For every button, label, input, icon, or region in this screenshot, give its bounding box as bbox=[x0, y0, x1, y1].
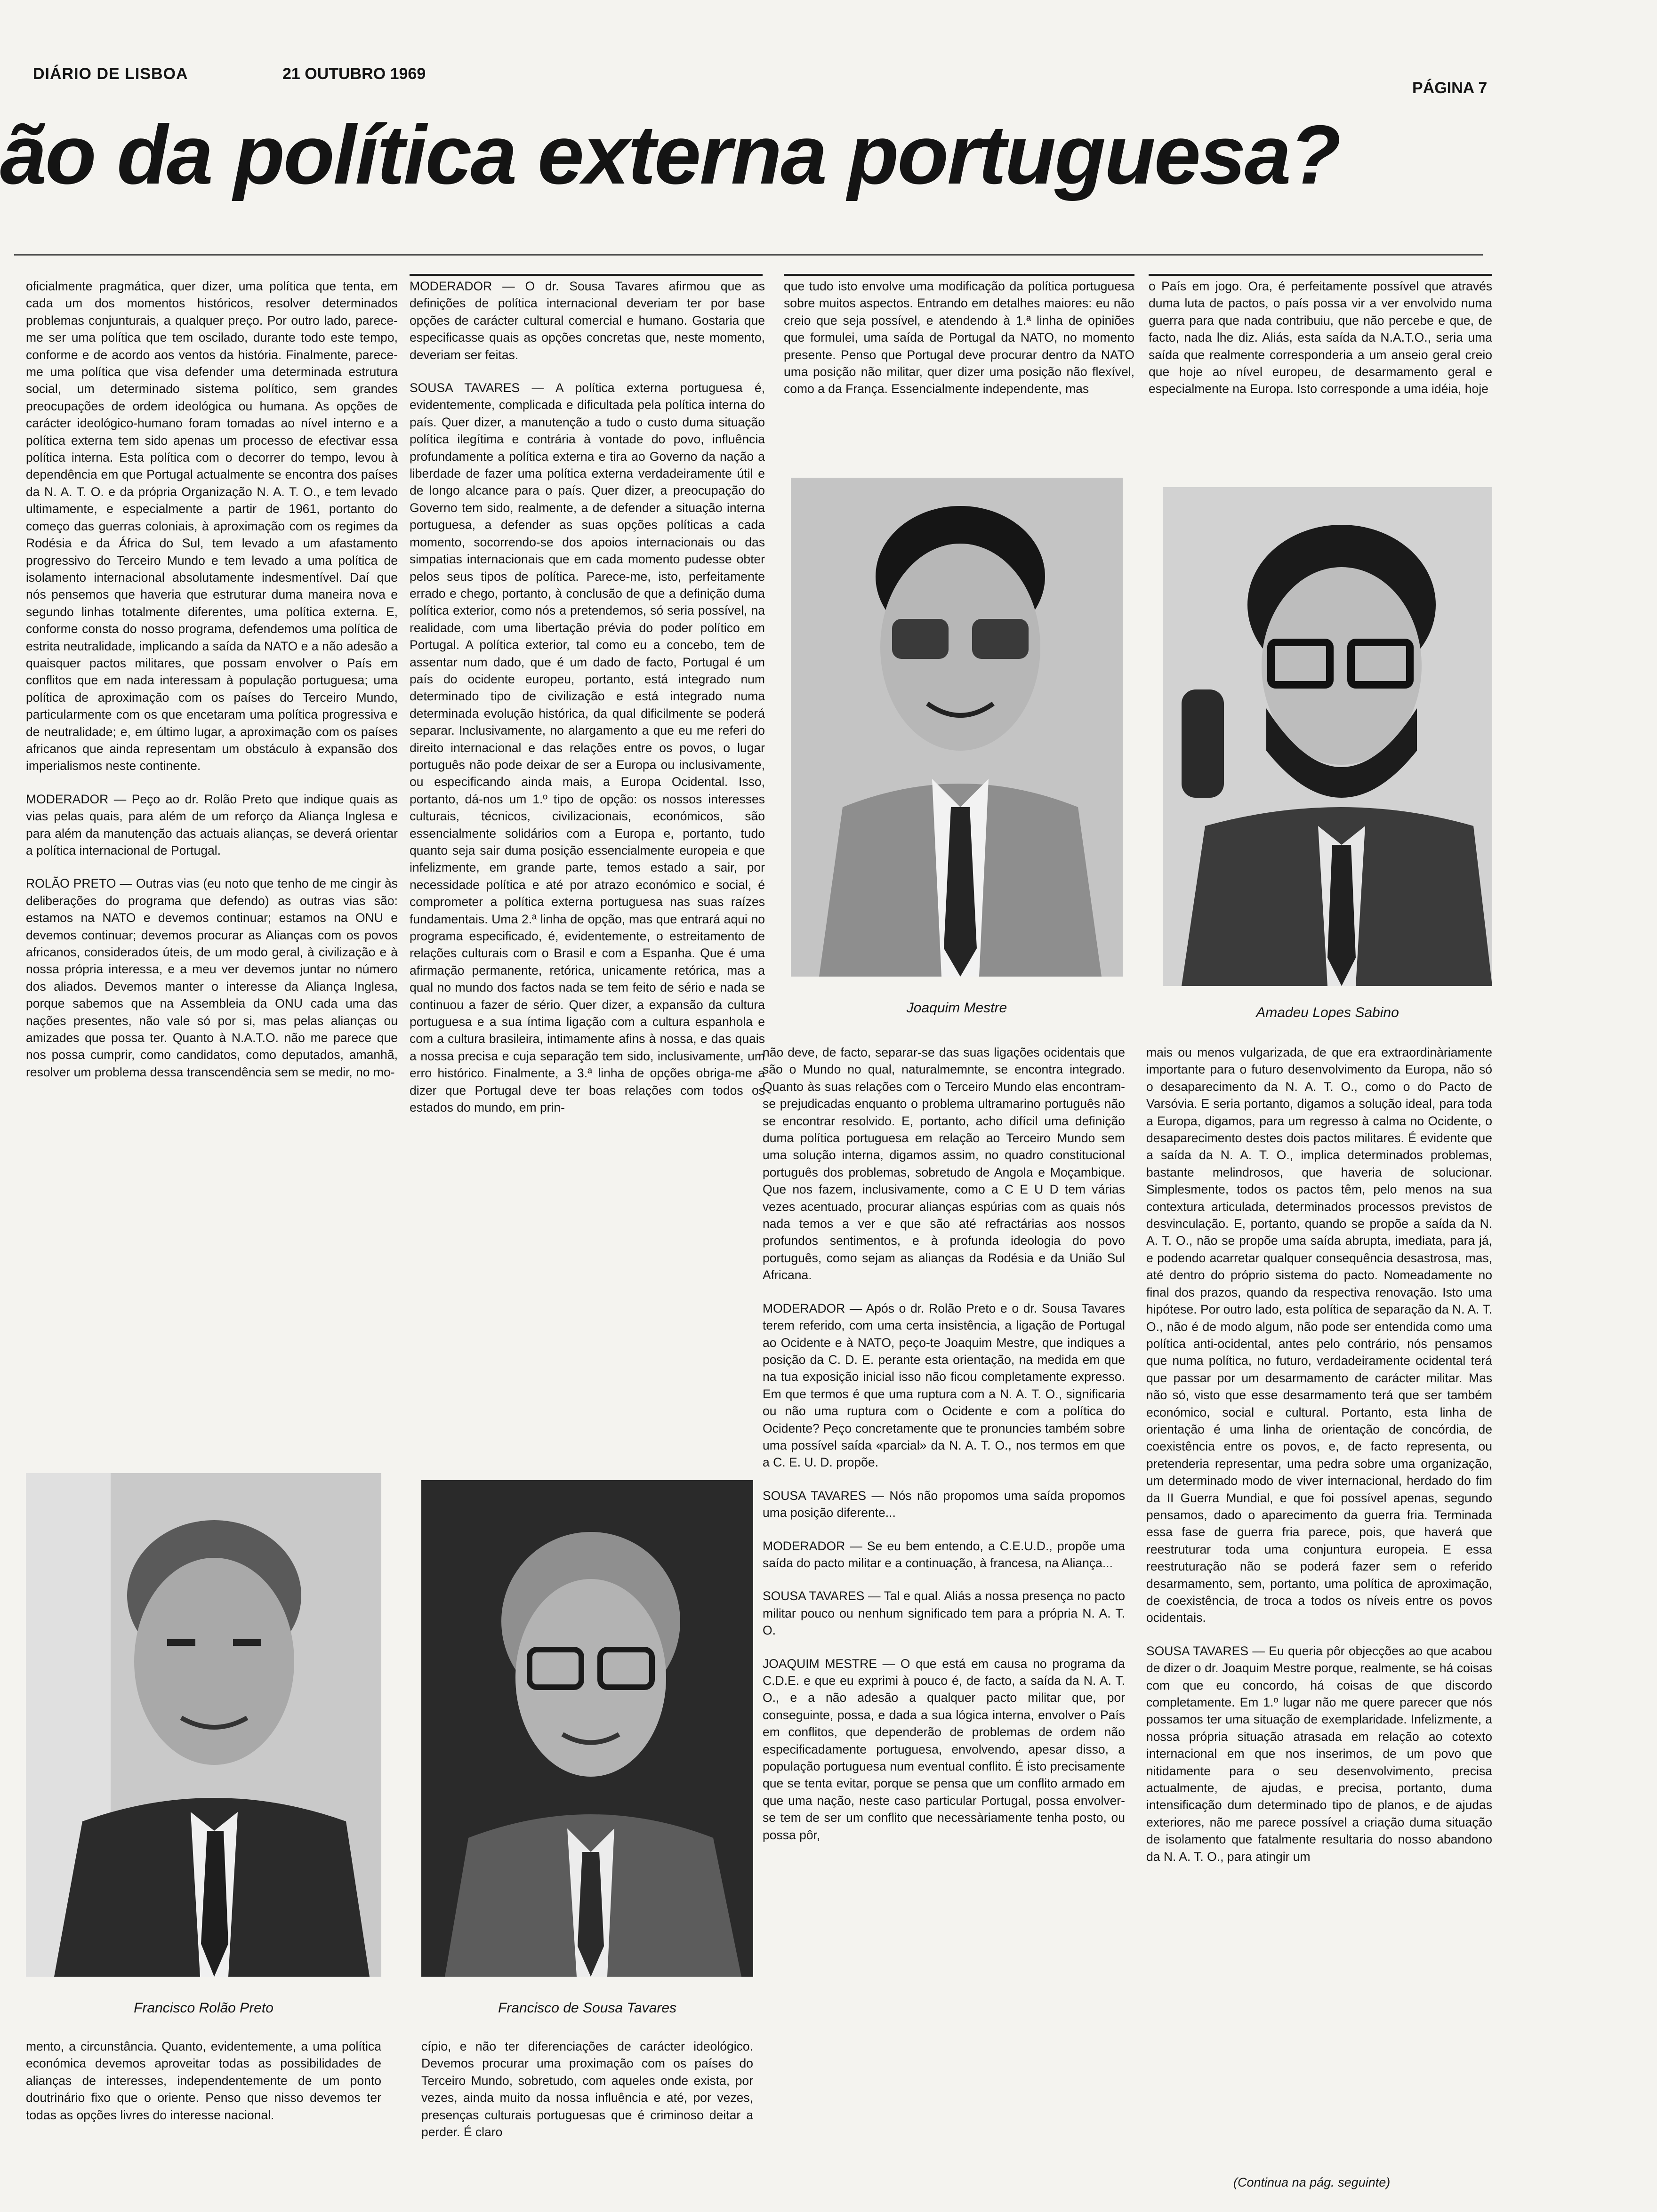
article-column-2 bbox=[410, 278, 765, 1443]
paragraph: o País em jogo. Ora, é perfeitamente possível que através duma luta de pactos, o país possa vir a ver envolvido numa guerra para que nada contribuiu, que não percebe e que, de facto, nada lhe diz. Aliás, esta saída da N.A.T.O., seria uma saída que realmente corresponderia a um anseio geral creio que hoje ao nível europeu, de desarmamento geral e especialmente na Europa. Isto corresponde a uma idéia, hoje bbox=[1149, 279, 1492, 396]
caption-francisco-de-sousa-tavares: Francisco de Sousa Tavares bbox=[498, 2000, 677, 2016]
paragraph: SOUSA TAVARES — A política externa portuguesa é, evidentemente, complicada e dificultada pela política interna do país. Quer dizer, a manutenção a tudo o custo duma situação política ilegítima e contrária à vontade do povo, influência profundamente a política externa e tira ao Governo da nação a liberdade de fazer uma política externa verdadeiramente útil e de longo alcance para o país. Quer dizer, a preocupação do Governo tem sido, realmente, a de defender a situação interna portuguesa, a defender as suas opções políticas a cada momento, socorrendo-se dos apoios internacionais ou das simpatias internacionais que em cada momento pudesse obter pelos seus tipos de política. Parece-me, isto, perfeitamente errado e chego, portanto, à conclusão de que a definição duma política exterior, como nós a pretendemos, só seria possível, na realidade, com uma libertação prévia do poder político em Portugal. A política exterior, tal como eu a concebo, tem de assentar num dado, que é um dado de facto, Portugal é um país do ocidente europeu, portanto, está integrado num determinado tipo de civilização e está integrado numa determinada evolução histórica, da qual dificilmente se poderá separar. Inclusivamente, no alargamento a que eu me referi do direito internacional e das relações entre os povos, o lugar português não pode deixar de ser a Europa ou inclusivamente, ou especificando ainda mais, a Europa Ocidental. Isso, portanto, dá-nos um 1.º tipo de opção: os nossos interesses culturais, técnicos, civilizacionais, económicos, são essencialmente solidários com a Europa e, portanto, tudo quanto seja sair duma posição essencialmente europeia e que infelizmente, em grande parte, temos estado a sair, por necessidade política e até por atrazo económico e social, é comprometer a política externa portuguesa nas suas raízes fundamentais. Uma 2.ª linha de opção, mas que entrará aqui no programa especificado, é, evidentemente, o estreitamento de relações culturais com o Brasil e com a Espanha. Que é uma afirmação permanente, retórica, unicamente retórica, mas a qual no mundo dos factos nada se tem feito de sério e nada se continuou a fazer de sério. Quer dizer, a expansão da cultura portuguesa e a sua íntima ligação com a cultura espanhola e com a cultura brasileira, intimamente afins à nossa, e das quais a nossa precisa e cuja separação tem sido, inclusivamente, um erro histórico. Finalmente, a 3.ª linha de opções obriga-me a dizer que Portugal deve ter boas relações com todos os estados do mundo, em prin- bbox=[410, 381, 765, 1115]
paragraph: SOUSA TAVARES — Tal e qual. Aliás a nossa presença no pacto militar pouco ou nenhum significado tem para a própria N. A. T. O. bbox=[763, 1589, 1125, 1638]
issue-date: 21 OUTUBRO 1969 bbox=[282, 65, 426, 83]
paragraph: cípio, e não ter diferenciações de carácter ideológico. Devemos procurar uma proximação com os países do Terceiro Mundo, sobretudo, com aqueles onde exista, por vezes, ainda muito da nossa influência e até, por vezes, presenças culturais portuguesas que é criminoso deitar a perder. É claro bbox=[421, 2039, 753, 2140]
paragraph: que tudo isto envolve uma modificação da política portuguesa sobre muitos aspectos. Entrando em detalhes maiores: eu não creio que seja possível, e atendendo à 1.ª linha de opiniões que formulei, uma saída de Portugal da NATO, no momento presente. Penso que Portugal deve procurar dentro da NATO uma posição não militar, quer dizer uma posição não flexível, como a da França. Essencialmente independente, mas bbox=[784, 279, 1134, 396]
article-column-4-bottom bbox=[1146, 1044, 1492, 2169]
paragraph: MODERADOR — Peço ao dr. Rolão Preto que indique quais as vias pelas quais, para além de um reforço da Aliança Inglesa e para além da manutenção das actuais alianças, se deverá orientar a política internacional de Portugal. bbox=[26, 792, 398, 858]
paragraph: SOUSA TAVARES — Nós não propomos uma saída propomos uma posição diferente... bbox=[763, 1488, 1125, 1520]
paragraph: mento, a circunstância. Quanto, evidentemente, a uma política económica devemos aproveitar todas as possibilidades de alianças de interesses, independentemente de um ponto doutrinário fixo que o oriente. Penso que nisso devemos ter todas as opções livres do interesse nacional. bbox=[26, 2039, 381, 2122]
paragraph: não deve, de facto, separar-se das suas ligações ocidentais que são o Mundo no qual, naturalmemnte, se encontra integrado. Quanto às suas relações com o Terceiro Mundo elas encontram-se prejudicadas enquanto o problema ultramarino português não se encontrar resolvido. E, portanto, acho difícil uma definição duma política portuguesa em relação ao Terceiro Mundo sem uma solução interna, digamos assim, no quadro constitucional português dos problemas, sobretudo de Angola e Moçambique. Que nos fazem, inclusivamente, como a C E U D tem várias vezes acentuado, procurar alianças espúrias com as quais nós nada temos a ver e que são até refractárias aos nossos profundos sentimentos, e à profunda ideologia do povo português, como sejam as alianças da Rodésia e da União Sul Africana. bbox=[763, 1045, 1125, 1282]
page-number: PÁGINA 7 bbox=[1412, 79, 1488, 97]
caption-joaquim-mestre: Joaquim Mestre bbox=[906, 1000, 1007, 1016]
photo-francisco-rolao-preto bbox=[26, 1473, 381, 1977]
header-rule bbox=[14, 254, 1483, 256]
paragraph: oficialmente pragmática, quer dizer, uma política que tenta, em cada um dos momentos históricos, resolver determinados problemas conjunturais, a qualquer preço. Por outro lado, parece-me ser uma política que tem oscilado, durante todo este tempo, conforme e de acordo aos ventos da história. Finalmente, parece-me uma política que visa defender uma determinada estrutura social, um determinado sistema político, sem grandes preocupações de ordem ideológica ou humana. As opções de carácter ideológico-humano foram tomadas ao nível interno e a política externa tem sido apenas um processo de efectivar essa política interna. Esta política com o decorrer do tempo, levou à dependência em que Portugal actualmente se encontra dos países da N. A. T. O. e da própria Organização N. A. T. O., e tem levado ultimamente, e especialmente a partir de 1961, portanto do começo das guerras coloniais, à aproximação com os regimes da Rodésia e da África do Sul, tem levado a um afastamento progressivo do Terceiro Mundo e tem levado a uma política de isolamento internacional absolutamente indesmentível. Daí que nós pensemos que haveria que estruturar duma maneira nova e segundo linhas totalmente diferentes, uma política externa. E, conforme consta do nosso programa, defendemos uma política de estrita neutralidade, implicando a saída da NATO e a não adesão a quaisquer pactos militares, que possam envolver o País em conflitos que em nada interessam à população portuguesa; uma política de aproximação com os países do Terceiro Mundo, particularmente com os que encetaram uma política progressiva e de neutralidade; e, em último lugar, a aproximação com os países africanos que ainda representam um obstáculo à expansão dos imperialismos neste continente. bbox=[26, 279, 398, 773]
paragraph: SOUSA TAVARES — Eu queria pôr objecções ao que acabou de dizer o dr. Joaquim Mestre porque, realmente, se há coisas com que eu concordo, há coisas de que discordo completamente. Em 1.º lugar não me quere parecer que nós possamos ter uma situação de exemplaridade. Infelizmente, a nossa própria situação atrasada em relação ao cotexto internacional em que nos inserimos, de um povo que nitidamente para o seu desenvolvimento, precisa actualmente, de ajudas, e precisa, portanto, duma intensificação dum determinado tipo de planos, e de ajudas exteriores, não me parece possível a criação duma situação de isolamento que fatalmente resultaria do nosso abandono da N. A. T. O., para atingir um bbox=[1146, 1643, 1492, 1864]
paragraph: JOAQUIM MESTRE — O que está em causa no programa da C.D.E. e que eu exprimi à pouco é, de facto, a saída da N. A. T. O., e a não adesão a qualquer pacto militar que, por conseguinte, possa, e dada a sua lógica interna, envolver o País em conflitos, que dependerão de problemas de ordem não especificadamente portuguesa, envolvendo, apesar disso, a população portuguesa num eventual conflito. É isto precisamente que se tenta evitar, porque se pensa que um conflito armado em que uma nação, neste caso particular Portugal, possa envolver-se tem de ser um conflito que necessàriamente tenha posto, ou possa pôr, bbox=[763, 1656, 1125, 1842]
masthead: DIÁRIO DE LISBOA bbox=[33, 65, 188, 83]
paragraph: ROLÃO PRETO — Outras vias (eu noto que tenho de me cingir às deliberações do programa que defendo) as outras vias são: estamos na NATO e devemos continuar; estamos na ONU e devemos continuar; devemos procurar as Alianças com os povos africanos, considerados úteis, de um modo geral, à civilização e à nossa própria interessa, e a meu ver devemos juntar no número dos aliados. Devemos manter o interesse da Aliança Inglesa, porque sabemos que na Assembleia da ONU cada uma das nações presentes, não vale só por si, mas pelas alianças ou amizades que possa ter. Quanto à N.A.T.O. não me parece que nos possa cumprir, como candidatos, como deputados, amanhã, resolver um problema dessa transcendência sem se medir, no mo- bbox=[26, 876, 398, 1079]
column-rule bbox=[784, 274, 1134, 276]
article-column-2-bottom bbox=[421, 2038, 753, 2174]
photo-amadeu-lopes-sabino bbox=[1163, 487, 1492, 986]
paragraph: MODERADOR — Após o dr. Rolão Preto e o dr. Sousa Tavares terem referido, com uma certa insistência, a ligação de Portugal ao Ocidente e à NATO, peço-te Joaquim Mestre, que indiques a posição da C. D. E. perante esta orientação, na medida em que na tua exposição inicial isso não ficou completamente expresso. Em que termos é que uma ruptura com a N. A. T. O., significaria ou não uma ruptura com o Ocidente e com a política do Ocidente? Peço concretamente que te pronuncies também sobre uma possível saída «parcial» da N. A. T. O., nos termos em que a C. E. U. D. propõe. bbox=[763, 1301, 1125, 1470]
headline: ão da política externa portuguesa? bbox=[0, 108, 1340, 201]
article-column-1 bbox=[26, 278, 398, 1511]
article-column-3-top bbox=[784, 278, 1134, 459]
paragraph: mais ou menos vulgarizada, de que era extraordinàriamente importante para o futuro desenvolvimento da Europa, não só o desaparecimento da N. A. T. O., como o do Pacto de Varsóvia. E seria portanto, digamos a solução ideal, para toda a Europa, digamos, para um regresso à calma no Ocidente, o desaparecimento destes dois pactos militares. É evidente que a saída da N. A. T. O., implica determinados problemas, bastante melindrosos, que haveria de solucionar. Simplesmente, todos os pactos têm, pelo menos na sua contextura articulada, determinados processos previstos de desvinculação. E, portanto, quando se propõe a saída da N. A. T. O., não se propõe uma saída abrupta, imediata, para já, e podendo acarretar qualquer consequência desastrosa, mas, até dentro do próprio sistema do pacto. Nomeadamente no final dos prazos, quando da respectiva renovação. Isto uma hipótese. Por outro lado, esta política de separação da N. A. T. O., não é de modo algum, não pode ser entendida como uma política anti-ocidental, antes pelo contrário, nós pensamos que numa política, no futuro, verdadeiramente ocidental terá que passar por um desarmamento de carácter militar. Mas não só, visto que esse desarmamento terá que ser também económico, social e cultural. Portanto, esta linha de orientação é uma linha de orientação de concórdia, de coexistência entre os povos, e, de facto representa, ou pretenderia representar, uma pedra sobre uma organização, um determinado modo de viver internacional, herdado do fim da II Guerra Mundial, e que foi possível apenas, segundo pensamos, dado o aparecimento da guerra fria. Terminada essa fase de guerra fria parece, pois, que haverá que reestruturar toda uma conjuntura europeia. E essa reestruturação não se poderá fazer sem o referido desarmamento, sem, portanto, uma política de aproximação, de coexistência, de troca a todos os níveis entre os povos ocidentais. bbox=[1146, 1045, 1492, 1625]
article-column-1-bottom bbox=[26, 2038, 381, 2174]
photo-francisco-de-sousa-tavares bbox=[421, 1480, 753, 1977]
article-column-3-bottom bbox=[763, 1044, 1125, 2183]
column-rule bbox=[1149, 274, 1492, 276]
paragraph: MODERADOR — O dr. Sousa Tavares afirmou que as definições de política internacional deveriam ter por base opções de carácter cultural comercial e humano. Gostaria que especificasse quais as opções concretas que, neste momento, deveriam ser feitas. bbox=[410, 279, 765, 362]
article-column-4-top bbox=[1149, 278, 1492, 459]
photo-joaquim-mestre bbox=[791, 478, 1123, 977]
caption-amadeu-lopes-sabino: Amadeu Lopes Sabino bbox=[1256, 1005, 1399, 1020]
column-rule bbox=[410, 274, 763, 276]
caption-francisco-rolao-preto: Francisco Rolão Preto bbox=[134, 2000, 273, 2016]
paragraph: MODERADOR — Se eu bem entendo, a C.E.U.D., propõe uma saída do pacto militar e a continuação, à francesa, na Aliança... bbox=[763, 1539, 1125, 1570]
continued-note: (Continua na pág. seguinte) bbox=[1233, 2175, 1391, 2189]
